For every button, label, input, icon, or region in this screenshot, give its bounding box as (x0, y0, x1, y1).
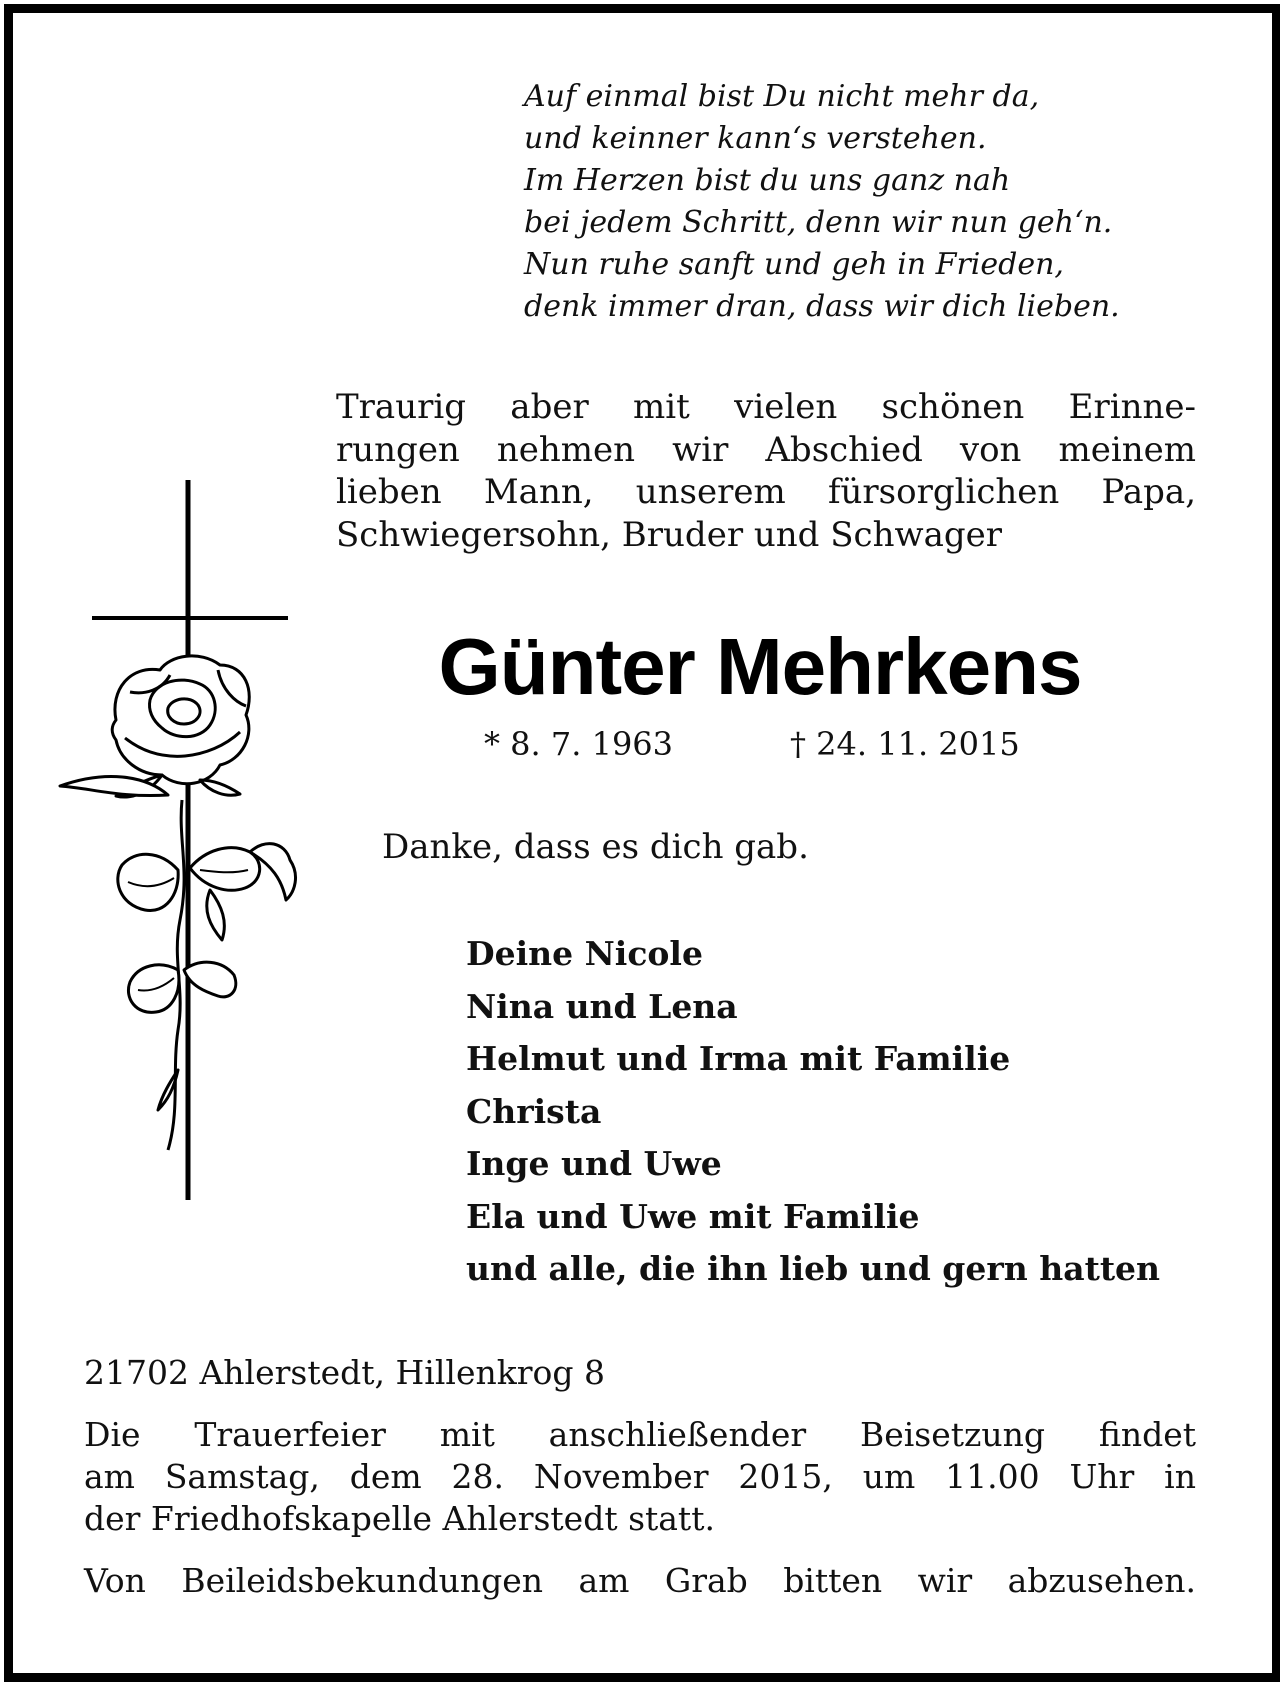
address: 21702 Ahlerstedt, Hillenkrog 8 (84, 1353, 605, 1392)
intro-line: Schwiegersohn, Bruder und Schwager (336, 514, 1002, 555)
death-date: † 24. 11. 2015 (790, 725, 1020, 763)
cross-rose-illustration (50, 470, 310, 1210)
ceremony-line: Die Trauerfeier mit anschließender Beisetzung findet (84, 1415, 1196, 1454)
poem (524, 76, 1224, 328)
thanks-line: Danke, dass es dich gab. (382, 827, 809, 867)
condolence-note: Von Beileidsbekundungen am Grab bitten wir abzusehen. (84, 1561, 1196, 1600)
ceremony-info (84, 1414, 1196, 1540)
deceased-name: Günter Mehrkens (438, 622, 1082, 711)
family-member: Christa (466, 1091, 602, 1131)
rose-icon (60, 656, 296, 1150)
poem-line: und keinner kann‘s verstehen. (524, 121, 987, 156)
poem-line: Nun ruhe sanft und geh in Frieden, (524, 247, 1064, 282)
intro-line: Traurig aber mit vielen schönen Erinne- (336, 387, 1196, 427)
poem-line: bei jedem Schritt, denn wir nun geh‘n. (524, 205, 1113, 240)
family-member: Inge und Uwe (466, 1144, 722, 1183)
family-member: und alle, die ihn lieb und gern hatten (466, 1249, 1161, 1288)
ceremony-line: am Samstag, dem 28. November 2015, um 11.00 Uhr in (84, 1457, 1196, 1496)
intro-text (336, 386, 1196, 556)
family-member: Deine Nicole (466, 934, 703, 973)
family-member: Helmut und Irma mit Familie (466, 1039, 1011, 1078)
poem-line: denk immer dran, dass wir dich lieben. (524, 289, 1120, 324)
cross-icon (92, 480, 288, 1200)
family-list (466, 928, 1160, 1296)
poem-line: Auf einmal bist Du nicht mehr da, (524, 79, 1040, 114)
family-member: Nina und Lena (466, 986, 738, 1026)
ceremony-line: der Friedhofskapelle Ahlerstedt statt. (84, 1499, 715, 1538)
birth-date: * 8. 7. 1963 (484, 725, 674, 763)
intro-line: rungen nehmen wir Abschied von meinem (336, 429, 1196, 470)
poem-line: Im Herzen bist du uns ganz nah (524, 163, 1011, 198)
intro-line: lieben Mann, unserem fürsorglichen Papa, (336, 472, 1196, 512)
family-member: Ela und Uwe mit Familie (466, 1196, 920, 1236)
